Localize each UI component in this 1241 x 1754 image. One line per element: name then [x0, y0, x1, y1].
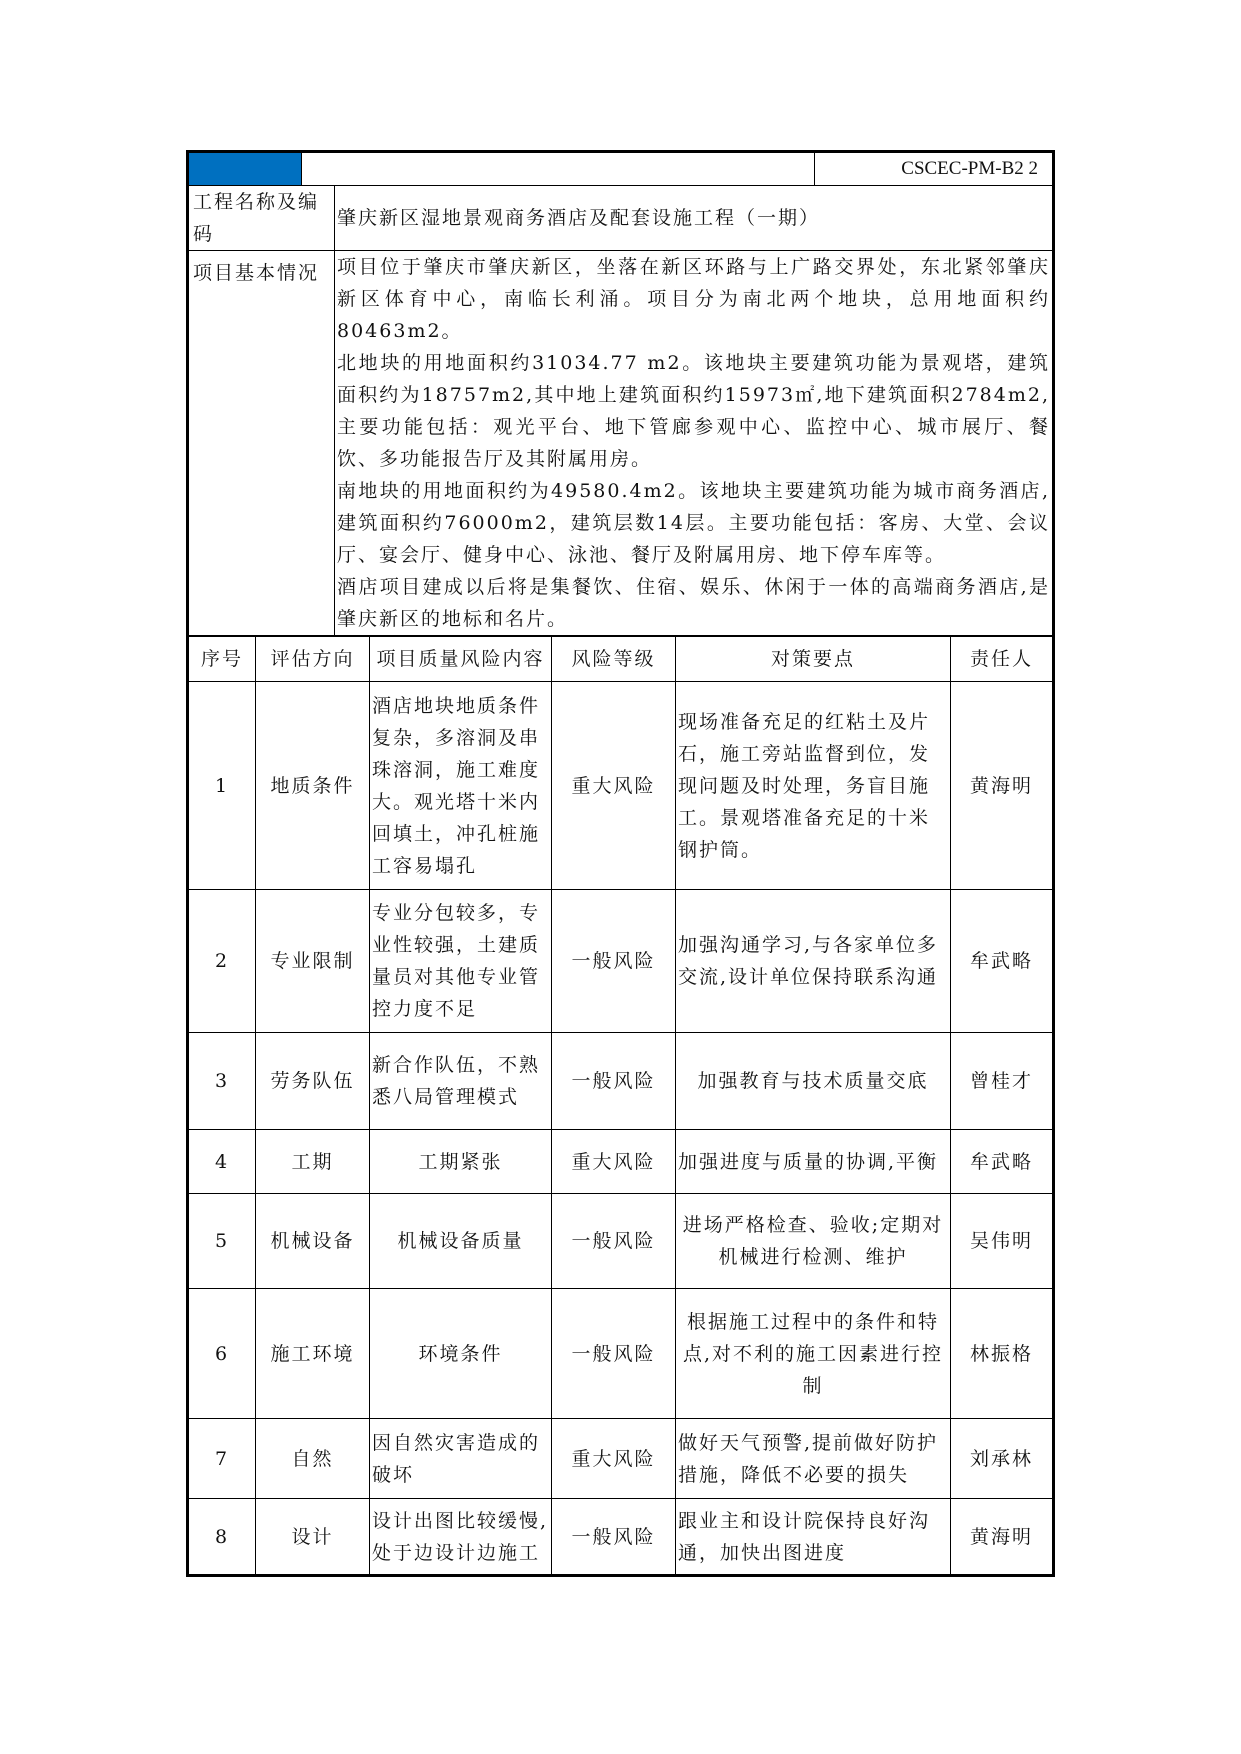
row-person: 黄海明: [951, 682, 1054, 890]
row-content: 酒店地块地质条件复杂，多溶洞及串珠溶洞，施工难度大。观光塔十米内回填土，冲孔桩施工容易塌孔: [370, 682, 552, 890]
row-level: 重大风险: [552, 1419, 676, 1499]
header-blank-cell: [302, 152, 815, 186]
table-row: [188, 682, 1054, 890]
row-no: 5: [188, 1194, 256, 1289]
info-paragraph-2: 北地块的用地面积约31034.77 m2。该地块主要建筑功能为景观塔，建筑面积约为18757m2,其中地上建筑面积约15973㎡,地下建筑面积2784m2,主要功能包括：观光平台、地下管廊参观中心、监控中心、城市展厅、餐饮、多功能报告厅及其附属用房。: [337, 352, 1050, 470]
row-level: 一般风险: [552, 1194, 676, 1289]
header-table: [186, 150, 1055, 636]
row-direction: 地质条件: [256, 682, 370, 890]
header-level: 风险等级: [552, 637, 676, 682]
risk-table-header: [188, 637, 1054, 682]
row-content: 机械设备质量: [370, 1194, 552, 1289]
table-row: [188, 1499, 1054, 1576]
table-row: [188, 1289, 1054, 1419]
info-paragraph-3: 南地块的用地面积约为49580.4m2。该地块主要建筑功能为城市商务酒店,建筑面积约76000m2，建筑层数14层。主要功能包括：客房、大堂、会议厅、宴会厅、健身中心、泳池、餐厅及附属用房、地下停车库等。: [337, 480, 1050, 566]
row-direction: 工期: [256, 1130, 370, 1194]
row-level: 重大风险: [552, 1130, 676, 1194]
row-content: 工期紧张: [370, 1130, 552, 1194]
blue-color-block: [188, 152, 302, 186]
row-person: 牟武略: [951, 890, 1054, 1033]
row-level: 一般风险: [552, 1033, 676, 1130]
document-code: CSCEC-PM-B2 2: [815, 152, 1054, 186]
risk-table: [186, 636, 1055, 1577]
row-content: 因自然灾害造成的破坏: [370, 1419, 552, 1499]
row-level: 重大风险: [552, 682, 676, 890]
project-name-label: 工程名称及编码: [188, 186, 335, 251]
row-measure: 进场严格检查、验收;定期对机械进行检测、维护: [676, 1194, 951, 1289]
row-measure: 现场准备充足的红粘土及片石，施工旁站监督到位，发现问题及时处理，务盲目施工。景观塔准备充足的十米钢护筒。: [676, 682, 951, 890]
row-level: 一般风险: [552, 890, 676, 1033]
header-measure: 对策要点: [676, 637, 951, 682]
project-name-value: 肇庆新区湿地景观商务酒店及配套设施工程（一期）: [335, 186, 1054, 251]
row-direction: 自然: [256, 1419, 370, 1499]
row-content: 环境条件: [370, 1289, 552, 1419]
table-row: [188, 890, 1054, 1033]
row-no: 8: [188, 1499, 256, 1576]
project-info-label: 项目基本情况: [188, 251, 335, 636]
row-person: 黄海明: [951, 1499, 1054, 1576]
row-measure: 根据施工过程中的条件和特点,对不利的施工因素进行控制: [676, 1289, 951, 1419]
row-person: 刘承林: [951, 1419, 1054, 1499]
info-paragraph-4: 酒店项目建成以后将是集餐饮、住宿、娱乐、休闲于一体的高端商务酒店,是肇庆新区的地标和名片。: [337, 576, 1050, 630]
row-measure: 加强沟通学习,与各家单位多交流,设计单位保持联系沟通: [676, 890, 951, 1033]
row-level: 一般风险: [552, 1499, 676, 1576]
header-direction: 评估方向: [256, 637, 370, 682]
row-direction: 专业限制: [256, 890, 370, 1033]
row-direction: 施工环境: [256, 1289, 370, 1419]
row-no: 2: [188, 890, 256, 1033]
project-info-value: [335, 251, 1054, 636]
row-person: 吴伟明: [951, 1194, 1054, 1289]
row-no: 6: [188, 1289, 256, 1419]
row-person: 林振格: [951, 1289, 1054, 1419]
row-person: 曾桂才: [951, 1033, 1054, 1130]
table-row: [188, 1130, 1054, 1194]
risk-assessment-sheet: [186, 150, 1052, 1577]
row-measure: 做好天气预警,提前做好防护措施，降低不必要的损失: [676, 1419, 951, 1499]
header-content: 项目质量风险内容: [370, 637, 552, 682]
row-content: 设计出图比较缓慢,处于边设计边施工: [370, 1499, 552, 1576]
row-direction: 设计: [256, 1499, 370, 1576]
row-no: 7: [188, 1419, 256, 1499]
table-row: [188, 1419, 1054, 1499]
row-measure: 跟业主和设计院保持良好沟通，加快出图进度: [676, 1499, 951, 1576]
row-no: 4: [188, 1130, 256, 1194]
row-measure: 加强进度与质量的协调,平衡: [676, 1130, 951, 1194]
row-direction: 机械设备: [256, 1194, 370, 1289]
row-measure: 加强教育与技术质量交底: [676, 1033, 951, 1130]
table-row: [188, 1033, 1054, 1130]
row-no: 1: [188, 682, 256, 890]
info-paragraph-1: 项目位于肇庆市肇庆新区，坐落在新区环路与上广路交界处，东北紧邻肇庆新区体育中心，南临长利涌。项目分为南北两个地块，总用地面积约80463m2。: [337, 256, 1050, 342]
row-level: 一般风险: [552, 1289, 676, 1419]
header-no: 序号: [188, 637, 256, 682]
row-content: 专业分包较多，专业性较强，土建质量员对其他专业管控力度不足: [370, 890, 552, 1033]
row-direction: 劳务队伍: [256, 1033, 370, 1130]
row-no: 3: [188, 1033, 256, 1130]
row-person: 牟武略: [951, 1130, 1054, 1194]
header-person: 责任人: [951, 637, 1054, 682]
row-content: 新合作队伍，不熟悉八局管理模式: [370, 1033, 552, 1130]
table-row: [188, 1194, 1054, 1289]
